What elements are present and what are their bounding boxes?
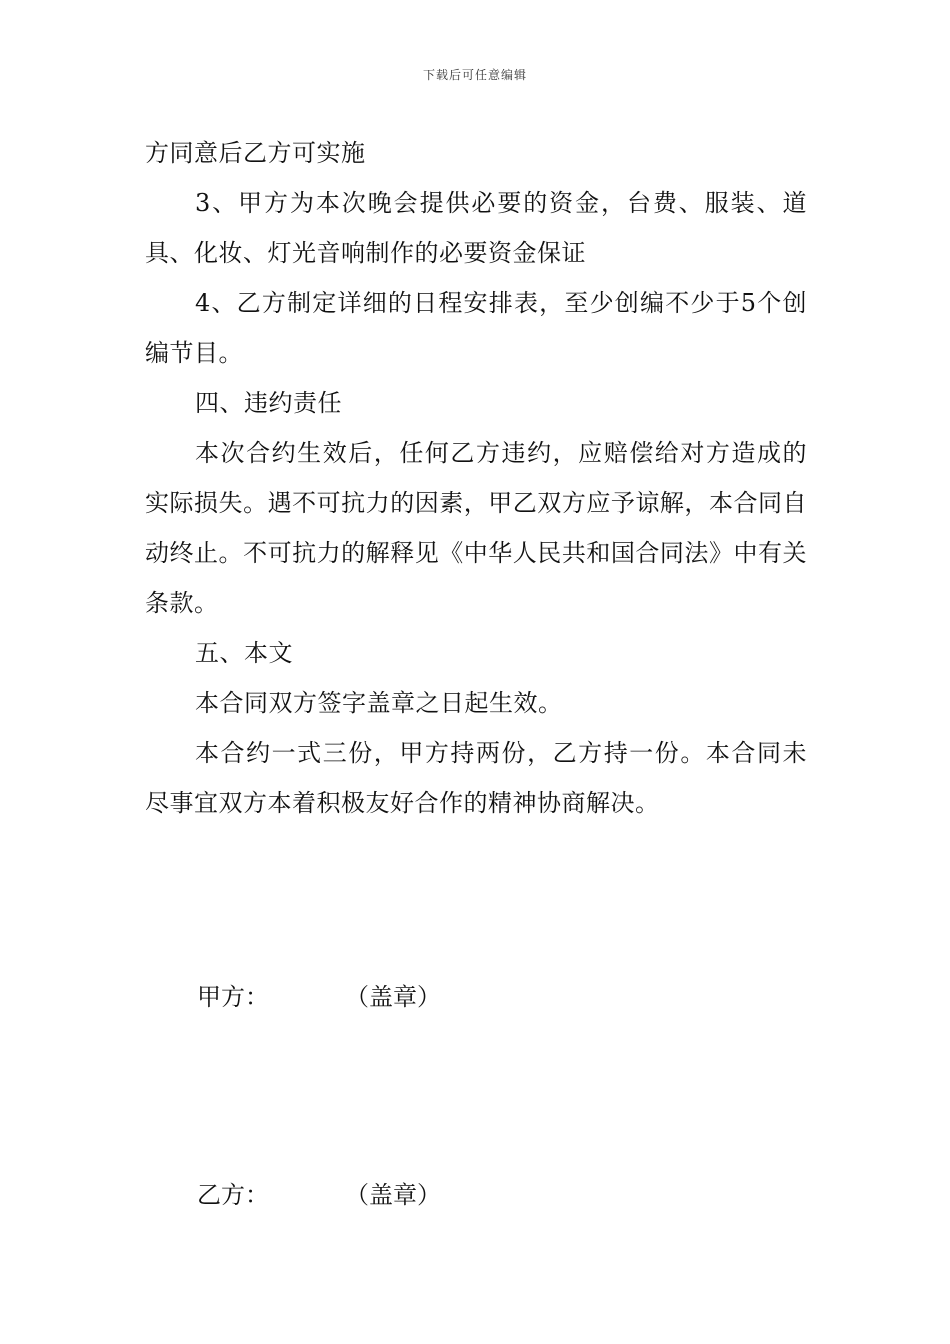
paragraph-copies: 本合约一式三份，甲方持两份，乙方持一份。本合同未尽事宜双方本着积极友好合作的精神协商解决。 xyxy=(145,739,807,817)
section-heading-breach: 四、违约责任 xyxy=(195,389,342,417)
party-b-label: 乙方： xyxy=(197,1181,269,1209)
signature-party-a xyxy=(197,982,441,1012)
paragraph-clause-3: 3、甲方为本次晚会提供必要的资金，台费、服装、道具、化妆、灯光音响制作的必要资金保证 xyxy=(145,189,807,267)
page-header: 下载后可任意编辑 xyxy=(422,68,527,82)
paragraph-effective: 本合同双方签字盖章之日起生效。 xyxy=(195,689,563,717)
signature-party-b xyxy=(197,1180,441,1210)
party-a-label: 甲方： xyxy=(197,983,269,1011)
party-a-seal: （盖章） xyxy=(345,983,441,1011)
section-heading-text: 五、本文 xyxy=(195,639,293,667)
paragraph-clause-4: 4、乙方制定详细的日程安排表，至少创编不少于5个创编节目。 xyxy=(145,289,807,367)
contract-body xyxy=(145,128,807,828)
paragraph-continuation: 方同意后乙方可实施 xyxy=(145,139,366,167)
paragraph-breach-liability: 本次合约生效后，任何乙方违约，应赔偿给对方造成的实际损失。遇不可抗力的因素，甲乙双方应予谅解，本合同自动终止。不可抗力的解释见《中华人民共和国合同法》中有关条款。 xyxy=(145,439,807,617)
party-b-seal: （盖章） xyxy=(345,1181,441,1209)
